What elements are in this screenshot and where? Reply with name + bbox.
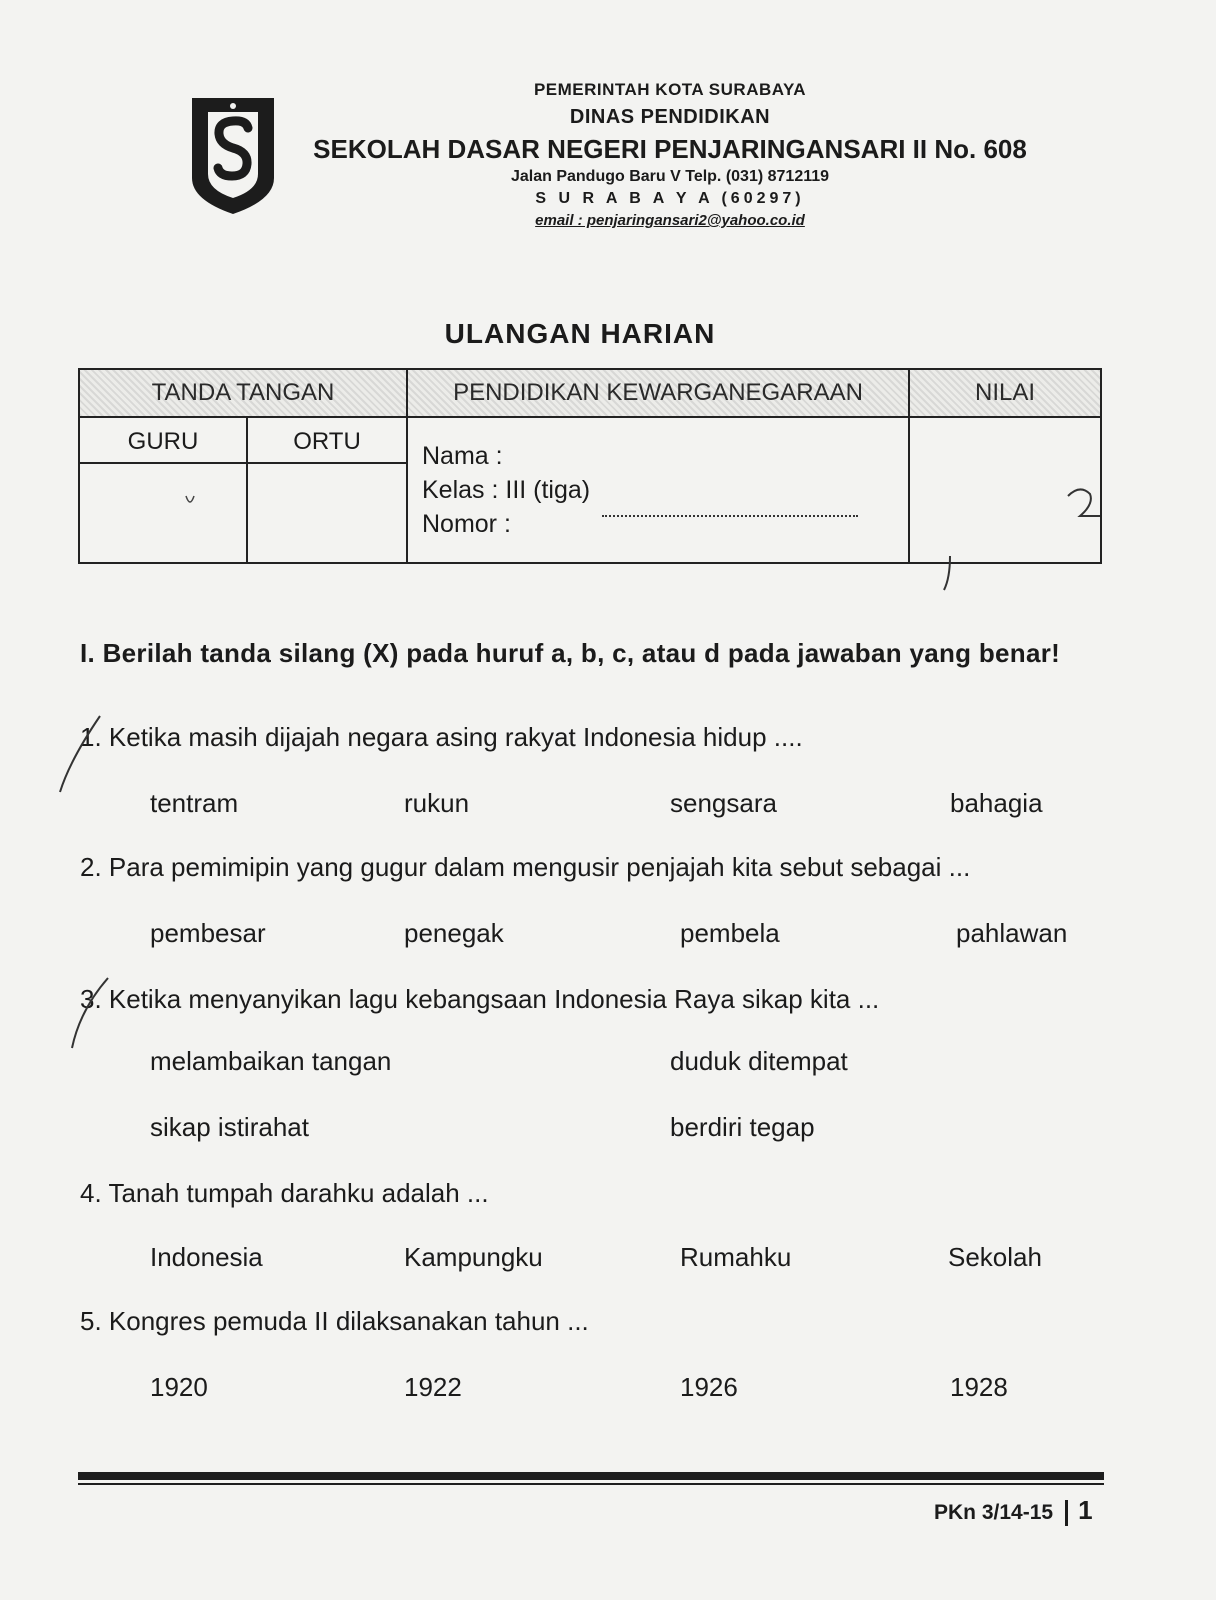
class-field-label: Kelas : III (tiga) — [422, 476, 591, 504]
number-dotted-line — [602, 515, 858, 517]
footer-rule-thin — [78, 1483, 1104, 1485]
question-5-option-b[interactable]: 1922 — [404, 1372, 462, 1402]
question-4-option-c[interactable]: Rumahku — [680, 1242, 792, 1272]
question-5: 5. Kongres pemuda II dilaksanakan tahun ... — [80, 1306, 589, 1336]
question-2-option-a[interactable]: pembesar — [150, 918, 266, 948]
school-name: SEKOLAH DASAR NEGERI PENJARINGANSARI II No. 608 — [313, 134, 1027, 164]
instruction-text: I. Berilah tanda silang (X) pada huruf a, b, c, atau d pada jawaban yang benar! — [80, 638, 1061, 668]
number-field-label: Nomor : — [422, 510, 511, 538]
document-code: PKn 3/14-15 — [934, 1501, 1054, 1524]
city-crest-logo — [186, 94, 280, 218]
school-city: S U R A B A Y A (60297) — [535, 190, 805, 207]
question-2-option-b[interactable]: penegak — [404, 918, 504, 948]
department-line: DINAS PENDIDIKAN — [569, 106, 771, 128]
question-1-option-b[interactable]: rukun — [404, 788, 470, 818]
page-number: 1 — [1078, 1495, 1093, 1525]
column-divider — [908, 370, 910, 564]
page-footer — [934, 1495, 1093, 1526]
page-title: ULANGAN HARIAN — [444, 318, 716, 349]
question-2: 2. Para pemimipin yang gugur dalam mengusir penjajah kita sebut sebagai ... — [80, 852, 971, 882]
question-5-option-d[interactable]: 1928 — [950, 1372, 1008, 1402]
school-email: email : penjaringansari2@yahoo.co.id — [535, 212, 805, 229]
question-4-option-b[interactable]: Kampungku — [404, 1242, 543, 1272]
question-1-option-a[interactable]: tentram — [150, 788, 239, 818]
question-5-option-a[interactable]: 1920 — [150, 1372, 208, 1402]
government-line: PEMERINTAH KOTA SURABAYA — [533, 80, 807, 99]
row-divider — [80, 416, 1102, 418]
question-3-option-c[interactable]: sikap istirahat — [150, 1112, 309, 1142]
name-field-label: Nama : — [422, 442, 503, 470]
signature-divider — [80, 462, 406, 464]
question-2-option-d[interactable]: pahlawan — [956, 918, 1068, 948]
header-table — [78, 368, 1102, 564]
school-address: Jalan Pandugo Baru V Telp. (031) 8712119 — [510, 168, 830, 185]
teacher-label: GURU — [127, 428, 199, 455]
footer-separator — [1065, 1500, 1068, 1526]
question-1-option-d[interactable]: bahagia — [950, 788, 1043, 818]
question-4-option-d[interactable]: Sekolah — [948, 1242, 1042, 1272]
question-3-option-b[interactable]: duduk ditempat — [670, 1046, 848, 1076]
question-4-option-a[interactable]: Indonesia — [150, 1242, 263, 1272]
score-header: NILAI — [910, 370, 1100, 416]
question-1: 1. Ketika masih dijajah negara asing rakyat Indonesia hidup .... — [80, 722, 803, 752]
footer-rule — [78, 1472, 1104, 1480]
question-3-option-d[interactable]: berdiri tegap — [670, 1112, 815, 1142]
question-1-option-c[interactable]: sengsara — [670, 788, 777, 818]
question-2-option-c[interactable]: pembela — [680, 918, 780, 948]
parent-label: ORTU — [293, 428, 361, 455]
column-divider — [406, 370, 408, 564]
question-3-option-a[interactable]: melambaikan tangan — [150, 1046, 392, 1076]
question-4: 4. Tanah tumpah darahku adalah ... — [80, 1178, 489, 1208]
subject-header: PENDIDIKAN KEWARGANEGARAAN — [408, 370, 908, 416]
question-3: 3. Ketika menyanyikan lagu kebangsaan Indonesia Raya sikap kita ... — [80, 984, 880, 1014]
question-5-option-c[interactable]: 1926 — [680, 1372, 738, 1402]
signature-header: TANDA TANGAN — [80, 370, 406, 416]
